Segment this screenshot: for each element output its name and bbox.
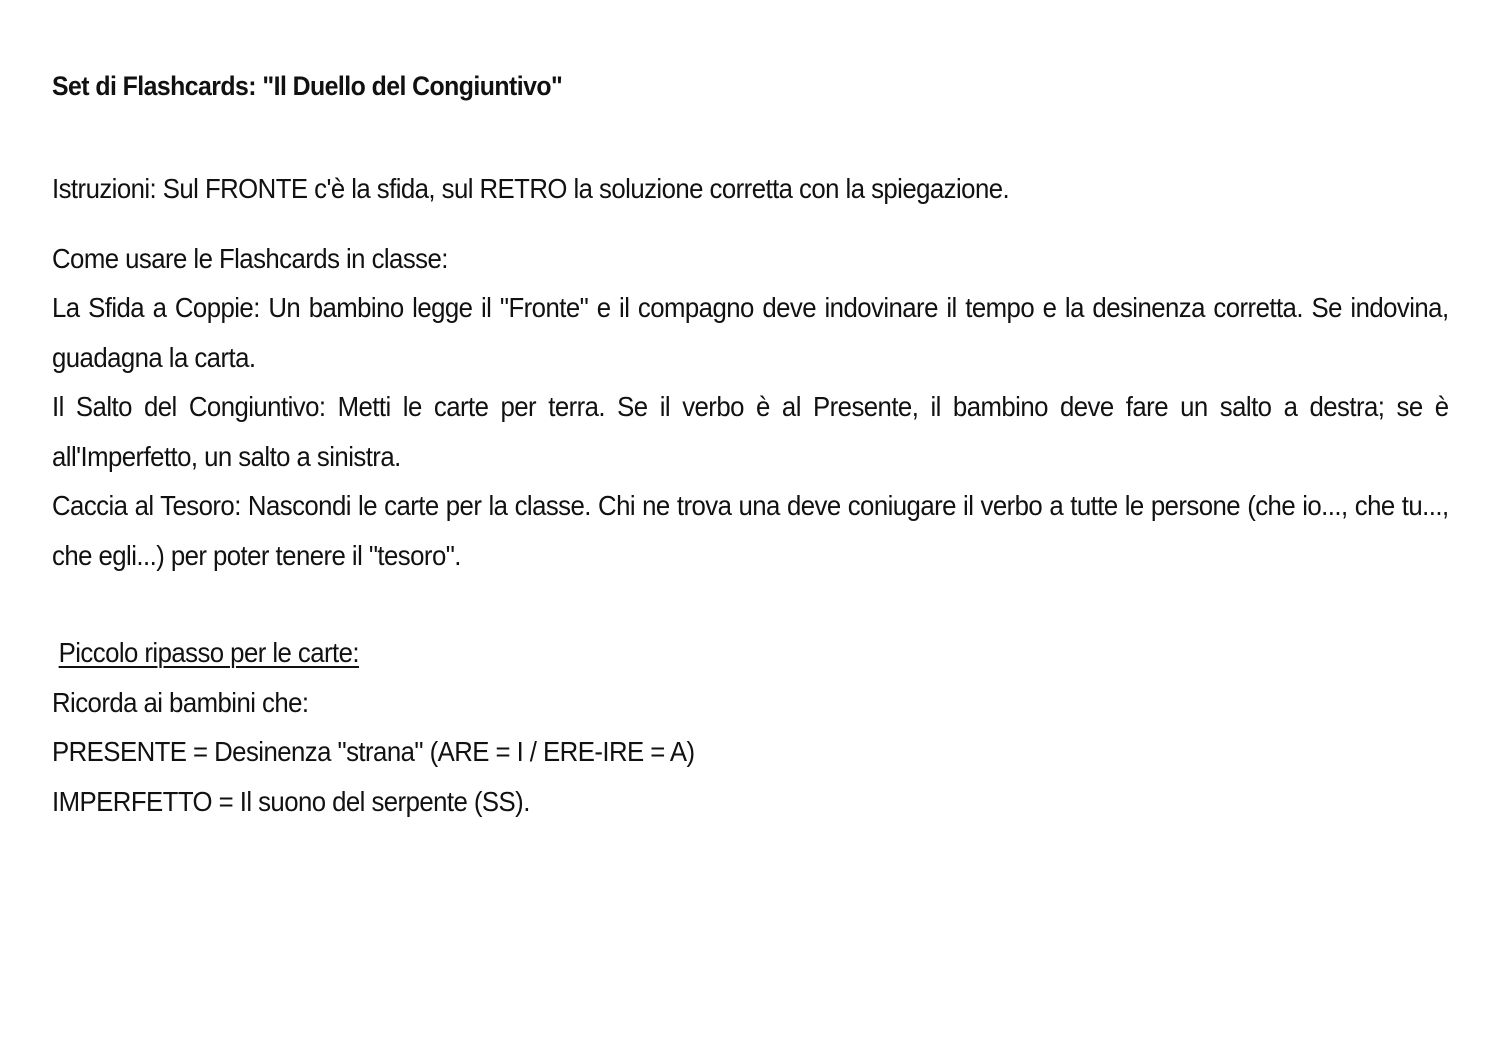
review-line-imperfect: IMPERFETTO = Il suono del serpente (SS). [52, 785, 530, 817]
usage-heading: Come usare le Flashcards in classe: [52, 242, 448, 274]
document-page [52, 64, 1449, 826]
review-line-reminder: Ricorda ai bambini che: [52, 686, 309, 718]
usage-paragraph-treasure-hunt: Caccia al Tesoro: Nascondi le carte per la classe. Chi ne trova una deve coniugare il verbo a tutte le persone (che io..., che tu..., che egli...) per poter tenere il "tesoro". [52, 490, 1449, 571]
review-heading-text: Piccolo ripasso per le carte: [58, 637, 360, 668]
usage-paragraph-jump: Il Salto del Congiuntivo: Metti le carte per terra. Se il verbo è al Presente, il bambino deve fare un salto a destra; se è all'Imperfetto, un salto a sinistra. [52, 391, 1449, 472]
review-line-present: PRESENTE = Desinenza "strana" (ARE = I / ERE-IRE = A) [52, 736, 695, 767]
instructions-text: Istruzioni: Sul FRONTE c'è la sfida, sul RETRO la soluzione corretta con la spiegazione. [52, 173, 1010, 204]
document-title: Set di Flashcards: "Il Duello del Congiuntivo" [52, 71, 563, 101]
review-heading [52, 628, 1337, 678]
usage-paragraph-pair-challenge: La Sfida a Coppie: Un bambino legge il "Fronte" e il compagno deve indovinare il tempo e la desinenza corretta. Se indovina, guadagna la carta. [52, 292, 1449, 373]
